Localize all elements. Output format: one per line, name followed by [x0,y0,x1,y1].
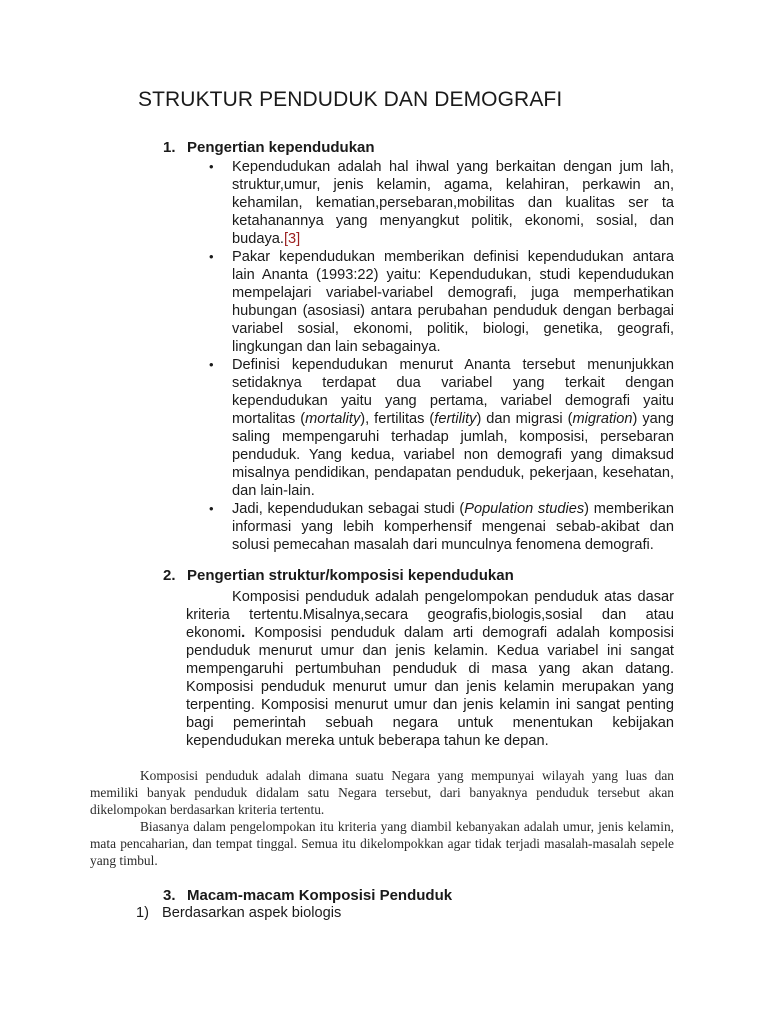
italic-term: migration [572,411,633,427]
subsection-1-number: 1) [136,905,149,921]
bullet-text: Jadi, kependudukan sebagai studi ( [232,501,465,517]
italic-term: fertility [434,411,477,427]
section-2-paragraph [186,588,674,750]
subsection-1-text: Berdasarkan aspek biologis [162,905,342,921]
section-3-heading [163,887,452,904]
bullet-text: Pakar kependudukan memberikan definisi kependudukan antara lain Ananta (1993:22) yaitu: Kependudukan, studi kependudukan mempelajari variabel-variabel demografi, juga memperhatikan hubungan (asosiasi) antara perubahan penduduk dengan berbagai variabel sosial, ekonomi, politik, biologi, genetika, geografi, lingkungan dan lain sebagainya. [232,249,674,355]
paragraph-text: Komposisi penduduk adalah pengelompokan penduduk atas dasar kriteria tertentu.Misalnya,secara geografis,biologis,sosial dan atau ekonomi [186,589,674,641]
section-1-bullet-list [232,158,674,554]
italic-term: Population studies [464,501,585,517]
bullet-text: ) dan migrasi ( [476,411,573,427]
bold-period: . [241,625,246,641]
document-title: STRUKTUR PENDUDUK DAN DEMOGRAFI [138,88,563,111]
section-3-heading-text: Macam-macam Komposisi Penduduk [187,887,453,904]
body-paragraph-1 [90,767,674,818]
section-2-number: 2. [163,567,176,584]
italic-term: mortality [305,411,361,427]
bullet-text: Kependudukan adalah hal ihwal yang berkaitan dengan jum lah, struktur,umur, jenis kelamin, agama, kelahiran, perkawin an, kehamilan, kematian,persebaran,mobilitas dan kualitas ser ta ketahanannya yang menyangkut politik, ekonomi, sosial, dan budaya. [232,159,674,247]
section-1-number: 1. [163,139,176,156]
bullet-text: ) memberikan informasi yang lebih komperhensif mengenai sebab-akibat dan solusi pemecahan masalah dari munculnya fenomena demografi. [232,501,675,553]
paragraph-text: Biasanya dalam pengelompokan itu kriteria yang diambil kebanyakan adalah umur, jenis kelamin, mata pencaharian, dan tempat tinggal. Semua itu dikelompokkan agar tidak terjadi masalah-masalah sepele yang timbul. [90,819,674,868]
paragraph-text: Komposisi penduduk dalam arti demografi adalah komposisi penduduk menurut umur dan jenis kelamin. Kedua variabel ini sangat mempengaruhi pertumbuhan penduduk di masa yang akan datang. Komposisi penduduk menurut umur dan jenis kelamin merupakan yang terpenting. Komposisi menurut umur dan jenis kelamin ini sangat penting bagi pemerintah sebuah negara untuk menentukan kebijakan kependudukan mereka untuk beberapa tahun ke depan. [186,625,674,749]
subsection-1-heading [136,905,341,921]
section-1-heading [163,139,375,156]
bullet-item [232,500,674,554]
section-3-number: 3. [163,887,176,904]
section-2-heading [163,567,514,584]
bullet-item [232,158,674,248]
bullet-item [232,356,674,500]
bullet-text: Definisi kependudukan menurut Ananta tersebut menunjukkan setidaknya terdapat dua variabel yang terkait dengan kependudukan yaitu yang pertama, variabel demografi yaitu mortalitas ( [232,357,674,427]
section-1-heading-text: Pengertian kependudukan [187,139,375,156]
bullet-item [232,248,674,356]
citation-link[interactable]: [3] [283,231,301,247]
bullet-text: ) yang saling mempengaruhi terhadap jumlah, komposisi, persebaran penduduk. Yang kedua, variabel non demografi yang dimaksud misalnya pendidikan, pendapatan penduduk, pekerjaan, kesehatan, dan lain-lain. [232,411,675,499]
section-2-heading-text: Pengertian struktur/komposisi kependudukan [187,567,514,584]
bullet-text: ), fertilitas ( [360,411,435,427]
paragraph-text: Komposisi penduduk adalah dimana suatu Negara yang mempunyai wilayah yang luas dan memiliki banyak penduduk didalam satu Negara tersebut, dari banyaknya penduduk tersebut akan dikelompokan berdasarkan kriteria tertentu. [90,768,674,817]
body-paragraph-2 [90,818,674,869]
